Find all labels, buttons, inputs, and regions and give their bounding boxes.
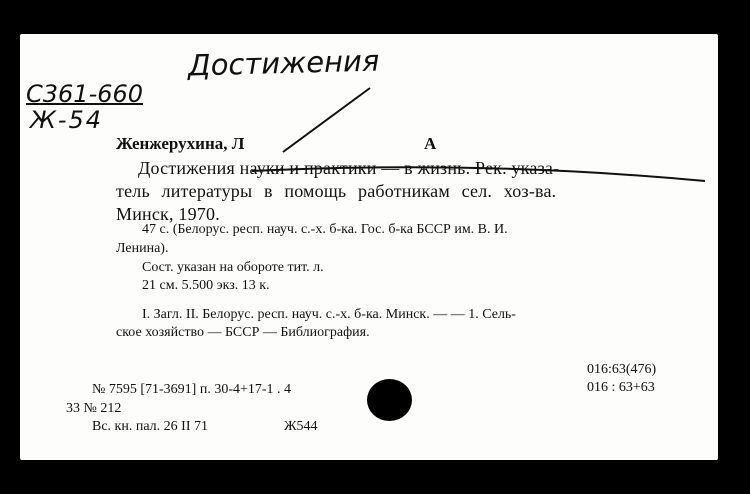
compiler-note: Сост. указан на обороте тит. л.	[142, 260, 324, 275]
title-line-2: тель литературы в помощь работникам сел. хоз-ва.	[116, 181, 557, 201]
registration-code: Ж544	[284, 419, 318, 434]
card-number: 33 № 212	[66, 401, 122, 416]
udc-number-2: 016 : 63+63	[587, 380, 655, 395]
tracing-line-1: I. Загл. II. Белорус. респ. науч. с.-х. б-ка. Минск. — — 1. Сель-	[142, 307, 516, 322]
author-name: Женжерухина, Л	[116, 134, 245, 153]
title-line-1: Достижения науки и практики — в жизнь. Рек. указа-	[138, 158, 560, 178]
punch-hole	[367, 379, 412, 421]
format-line: 21 см. 5.500 экз. 13 к.	[142, 278, 270, 293]
author-letter: А	[424, 134, 437, 153]
order-number: № 7595 [71-3691] п. 30-4+17-1 . 4	[92, 382, 292, 397]
description-line-2: Ленина).	[116, 241, 169, 256]
tracing-line-2: ское хозяйство — БССР — Библиография.	[116, 325, 370, 340]
udc-number-1: 016:63(476)	[587, 362, 657, 377]
handwritten-heading: Достижения	[187, 43, 380, 83]
imprint: Минск, 1970.	[116, 204, 220, 224]
registration-date: Вс. кн. пал. 26 II 71	[92, 419, 208, 434]
handwritten-shelf-mark-2: Ж-54	[30, 106, 104, 134]
description-line-1: 47 с. (Белорус. респ. науч. с.-х. б-ка. Гос. б-ка БССР им. В. И.	[142, 222, 508, 237]
handwritten-shelf-mark-1: С361-660	[26, 80, 144, 108]
